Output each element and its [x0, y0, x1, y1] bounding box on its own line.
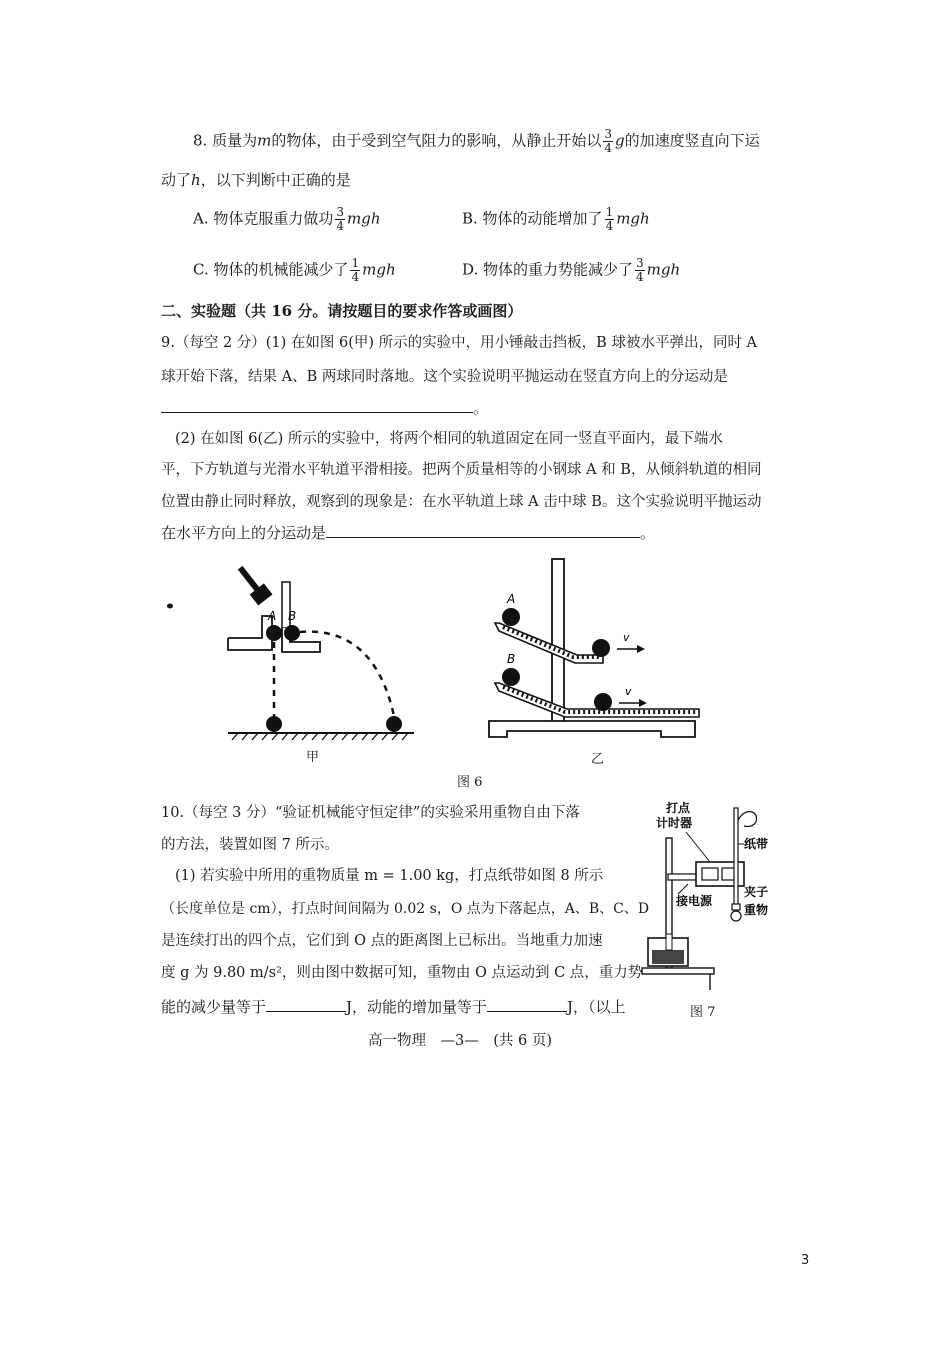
weight-box-slot: [666, 934, 672, 950]
fraction: $\frac{1}{4}$: [605, 205, 614, 233]
ball-a-start: [502, 608, 520, 626]
q9-part2-line2: 平，下方轨道与光滑水平轨道平滑相接。把两个质量相等的小钢球 A 和 B，从倾斜轨道的相同: [161, 462, 762, 478]
clip: [732, 904, 740, 910]
figure-6-jia-caption: 甲: [306, 750, 320, 765]
ball-a: [266, 625, 282, 641]
table-top: [642, 968, 714, 974]
answer-blank[interactable]: [487, 1011, 567, 1012]
ball-b-end: [594, 693, 612, 711]
label-v-upper: v: [623, 631, 630, 644]
q9-part1-line3: 。: [161, 398, 488, 418]
ground-hatching: [232, 733, 408, 740]
q8-option-c: C. 物体的机械能减少了 $\frac{1}{4}$ mgh: [193, 256, 396, 284]
ball-a-landed: [266, 716, 282, 732]
label-clip: 夹子: [744, 885, 769, 899]
ball-b: [284, 625, 300, 641]
q9-part2-line4: 在水平方向上的分运动是 。: [161, 524, 656, 542]
q10-line3: (1) 若实验中所用的重物质量 m = 1.00 kg，打点纸带如图 8 所示: [175, 868, 604, 884]
arrowhead: [637, 645, 645, 653]
answer-blank[interactable]: [266, 1011, 346, 1012]
ball-a-end: [592, 639, 610, 657]
figure-6-jia-diagram: [224, 568, 434, 743]
q8-line2: 动了h，以下判断中正确的是: [161, 171, 351, 189]
page-footer: 高一物理 —3— (共 6 页): [368, 1033, 552, 1049]
q8-option-a: A. 物体克服重力做功 $\frac{3}{4}$ mgh: [193, 205, 381, 233]
label-timer-line1: 打点: [666, 801, 691, 815]
q9-part1-line2: 球开始下落，结果 A、B 两球同时落地。这个实验说明平抛运动在竖直方向上的分运动是: [161, 369, 728, 385]
q8-option-b: B. 物体的动能增加了 $\frac{1}{4}$ mgh: [462, 205, 650, 233]
timer-window: [702, 868, 718, 880]
figure-7-caption: 图 7: [690, 1005, 716, 1020]
weight-box-inner: [652, 950, 684, 964]
figure-6-caption: 图 6: [457, 775, 483, 790]
stand-base: [489, 721, 695, 737]
figure-6-yi-diagram: [485, 555, 715, 745]
label-b: B: [507, 652, 516, 666]
label-weight: 重物: [744, 903, 769, 917]
hammer-icon: [233, 562, 272, 605]
page-number: 3: [801, 1253, 810, 1268]
weight: [731, 911, 741, 921]
section-heading: 二、实验题（共 16 分。请按题目的要求作答或画图）: [161, 302, 523, 320]
clamp-arm: [668, 874, 698, 880]
label-tape: 纸带: [744, 837, 769, 851]
fraction: $\frac{3}{4}$: [604, 127, 612, 155]
power-wire: [678, 884, 688, 894]
q9-part2-line1: (2) 在如图 6(乙) 所示的实验中，将两个相同的轨道固定在同一竖直平面内，最下端水: [175, 431, 723, 447]
figure-6-yi-caption: 乙: [591, 752, 605, 767]
figure-7-diagram: [638, 800, 778, 1000]
fraction: $\frac{3}{4}$: [636, 256, 644, 284]
label-a: A: [507, 592, 516, 606]
q10-line1: 10.（每空 3 分）“验证机械能守恒定律”的实验采用重物自由下落: [161, 805, 580, 821]
q10-line7: 能的减少量等于 J，动能的增加量等于 J，（以上: [161, 998, 626, 1016]
hand-icon: [738, 812, 757, 827]
q10-line4: （长度单位是 cm），打点时间间隔为 0.02 s，O 点为下落起点，A、B、C、D: [161, 901, 650, 917]
q9-part2-line3: 位置由静止同时释放，观察到的现象是：在水平轨道上球 A 击中球 B。这个实验说明平抛运动: [161, 494, 762, 510]
q8-option-d: D. 物体的重力势能减少了 $\frac{3}{4}$ mgh: [462, 256, 681, 284]
q10-line5: 是连续打出的四个点，它们到 O 点的距离图上已标出。当地重力加速: [161, 933, 603, 949]
answer-blank[interactable]: [326, 537, 640, 538]
label-a: A: [268, 609, 277, 623]
stand-pole: [552, 559, 564, 727]
label-timer-line2: 计时器: [656, 816, 693, 830]
label-power: 接电源: [676, 894, 713, 908]
leader-line: [686, 832, 710, 862]
ball-b-start: [502, 668, 520, 686]
q8-line1: 8. 质量为m的物体，由于受到空气阻力的影响，从静止开始以 $\frac{3}{4}$ g的加速度竖直向下运: [193, 127, 760, 155]
fraction: $\frac{1}{4}$: [351, 256, 360, 284]
paper-tape: [734, 808, 738, 906]
ball-b-landed: [386, 716, 402, 732]
stray-dot: [166, 602, 176, 612]
arrowhead: [639, 699, 647, 707]
answer-blank[interactable]: [161, 412, 473, 413]
q9-part1-line1: 9.（每空 2 分）(1) 在如图 6(甲) 所示的实验中，用小锤敲击挡板，B 球被水平弹出，同时 A: [161, 335, 758, 351]
label-v-lower: v: [625, 685, 632, 698]
label-b: B: [288, 609, 297, 623]
q10-line6: 度 g 为 9.80 m/s²，则由图中数据可知，重物由 O 点运动到 C 点，重力势: [161, 965, 643, 981]
q10-line2: 的方法，装置如图 7 所示。: [161, 837, 339, 853]
fraction: $\frac{3}{4}$: [336, 205, 345, 233]
left-support: [228, 616, 272, 650]
